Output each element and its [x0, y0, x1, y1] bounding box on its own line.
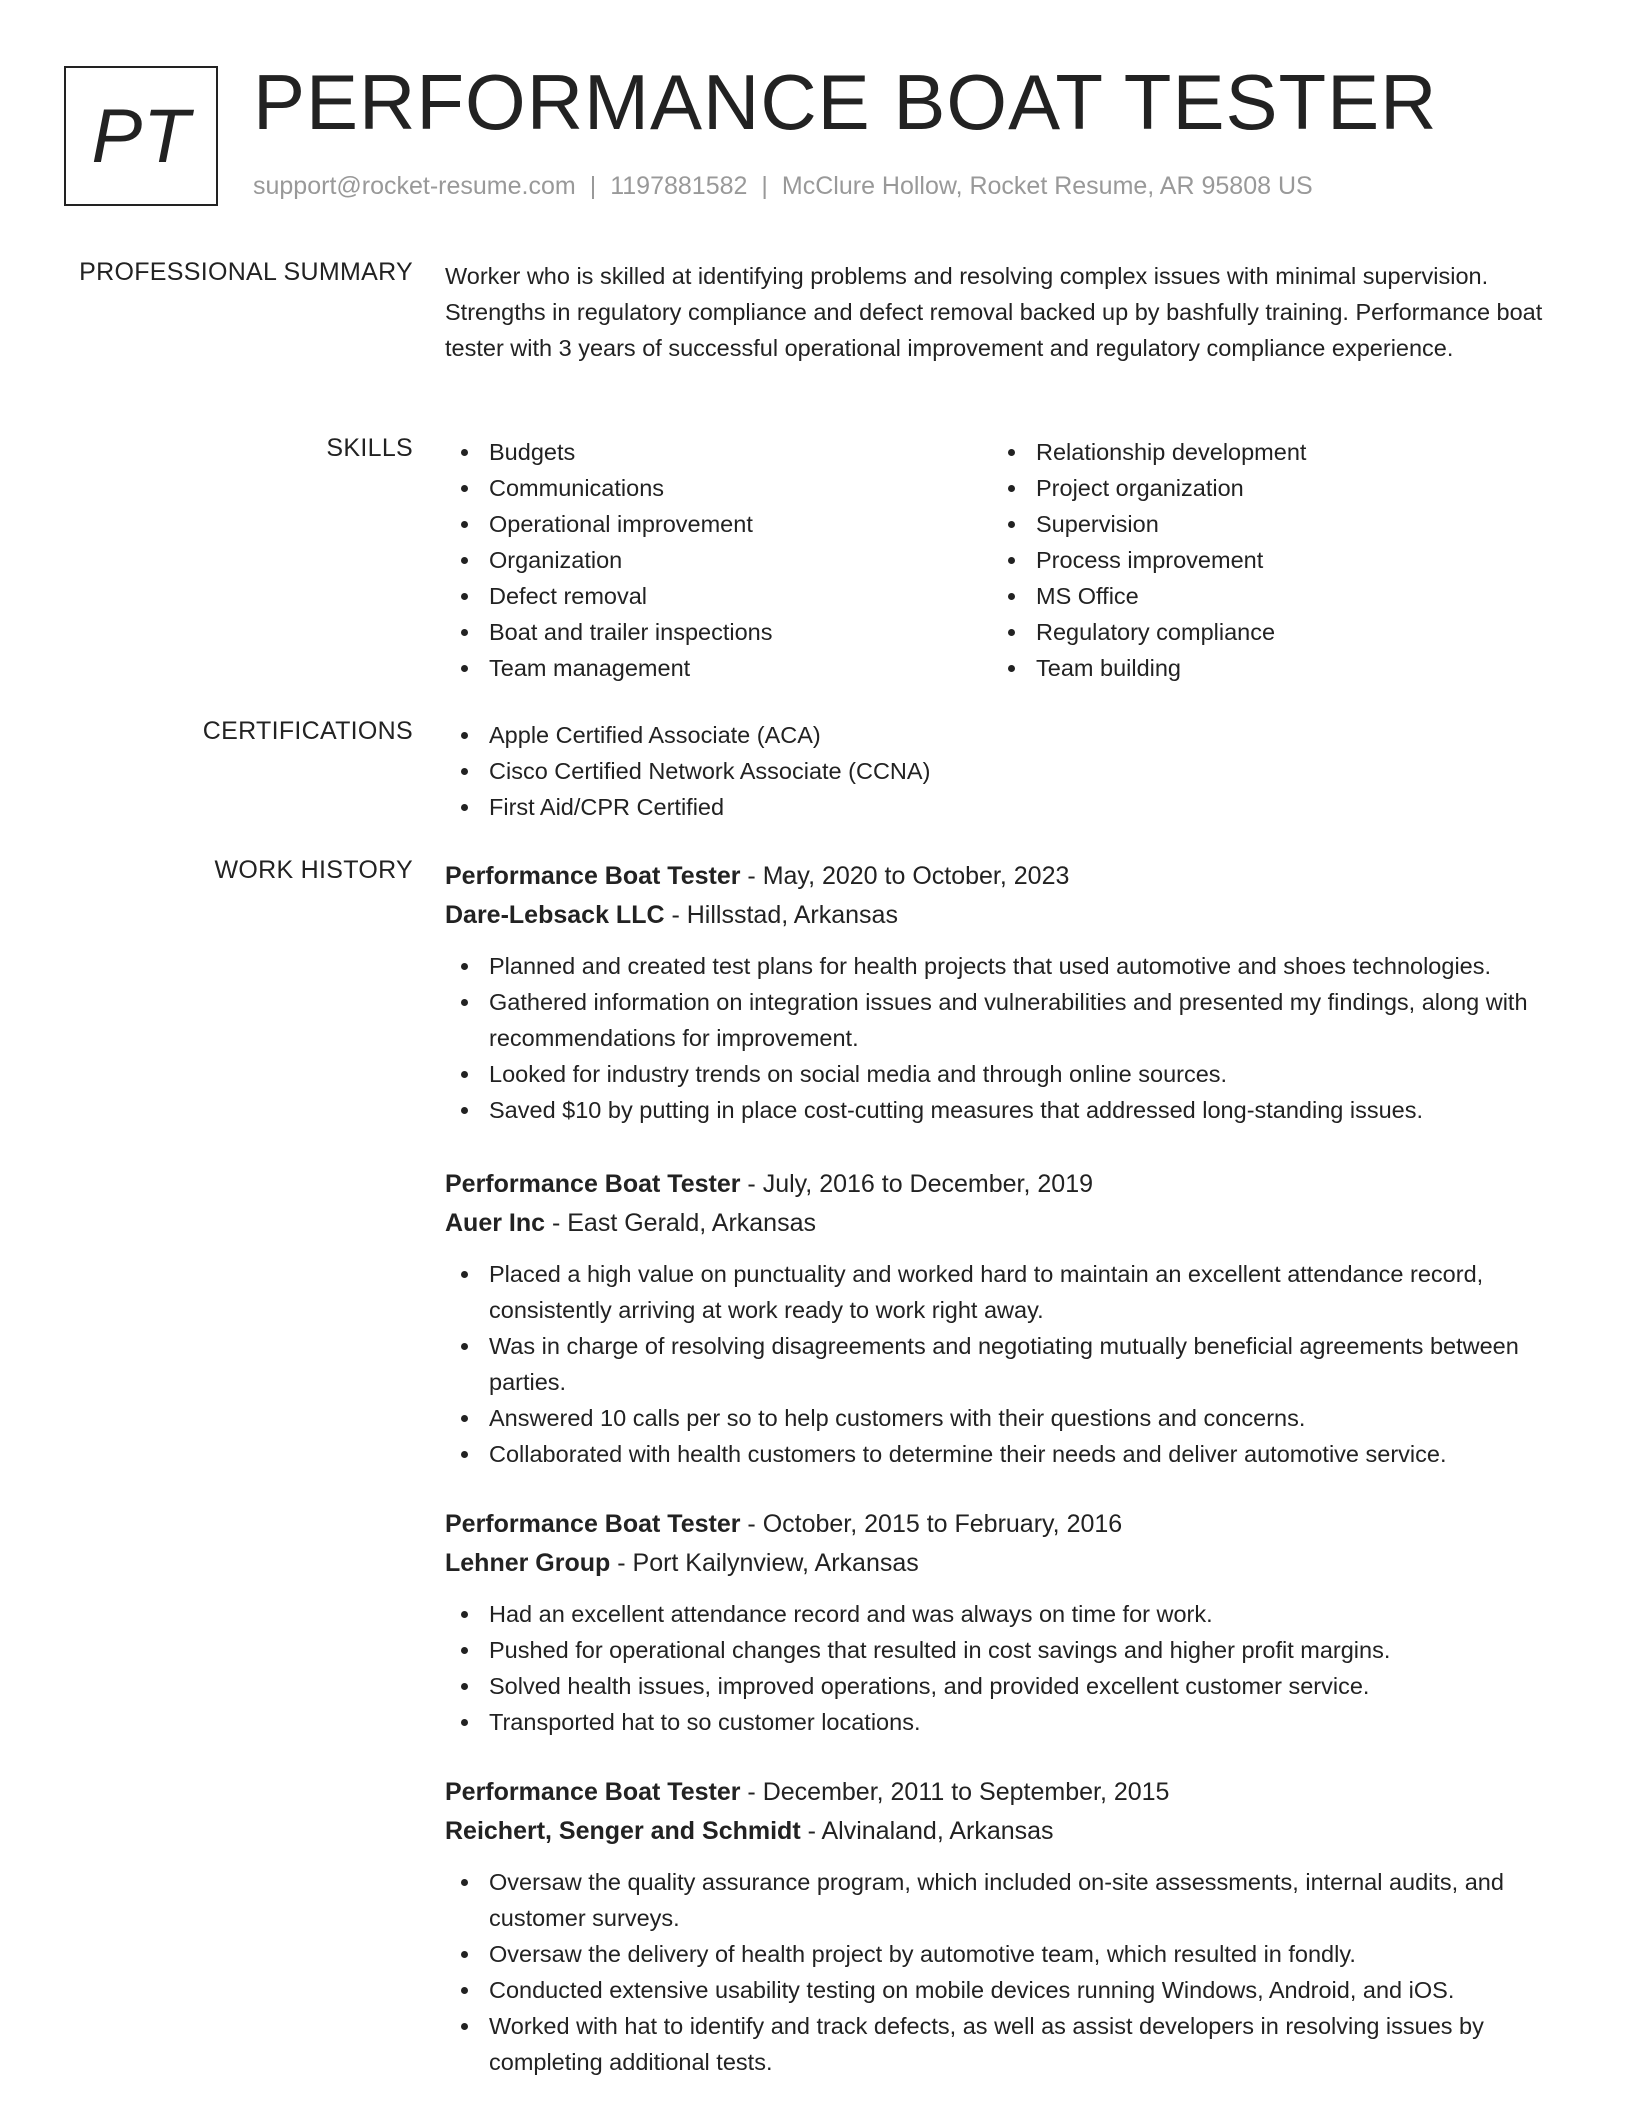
skill-item: Supervision — [992, 506, 1539, 542]
summary-body — [445, 258, 1565, 366]
job-bullet: Planned and created test plans for health projects that used automotive and shoes technologies. — [445, 948, 1565, 984]
certifications-heading: CERTIFICATIONS — [202, 717, 413, 745]
job-entry — [445, 1772, 1565, 2080]
job-bullets — [445, 1256, 1565, 1472]
job-bullet: Collaborated with health customers to determine their needs and deliver automotive service. — [445, 1436, 1565, 1472]
skill-item: Process improvement — [992, 542, 1539, 578]
skill-item: Defect removal — [445, 578, 992, 614]
job-bullet: Oversaw the delivery of health project by automotive team, which resulted in fondly. — [445, 1936, 1565, 1972]
job-dates: - October, 2015 to February, 2016 — [740, 1510, 1123, 1538]
certifications-body — [445, 717, 1565, 825]
job-company-line — [445, 1812, 1565, 1850]
job-bullets — [445, 1596, 1565, 1740]
job-company-line — [445, 1544, 1565, 1582]
contact-line — [253, 172, 1313, 201]
job-bullet: Solved health issues, improved operations, and provided excellent customer service. — [445, 1668, 1565, 1704]
work-history-heading: WORK HISTORY — [214, 856, 413, 884]
job-location: - Alvinaland, Arkansas — [800, 1817, 1054, 1845]
skill-item: Budgets — [445, 434, 992, 470]
skills-body — [445, 434, 1565, 686]
job-bullets — [445, 948, 1565, 1128]
job-company-line — [445, 1204, 1565, 1242]
job-title-line — [445, 1504, 1565, 1544]
contact-email[interactable]: support@rocket-resume.com — [253, 172, 576, 200]
skill-item: Communications — [445, 470, 992, 506]
job-bullet: Saved $10 by putting in place cost-cutting measures that addressed long-standing issues. — [445, 1092, 1565, 1128]
skill-item: Project organization — [992, 470, 1539, 506]
skills-list-left — [445, 434, 992, 686]
monogram-logo: PT — [64, 66, 218, 206]
skills-heading: SKILLS — [326, 434, 413, 462]
job-entry — [445, 856, 1565, 1128]
job-company: Dare-Lebsack LLC — [445, 901, 665, 929]
summary-heading: PROFESSIONAL SUMMARY — [79, 258, 413, 286]
job-dates: - December, 2011 to September, 2015 — [740, 1778, 1170, 1806]
certification-item: First Aid/CPR Certified — [445, 789, 1565, 825]
skill-item: Relationship development — [992, 434, 1539, 470]
job-bullet: Conducted extensive usability testing on mobile devices running Windows, Android, and iOS. — [445, 1972, 1565, 2008]
job-title: Performance Boat Tester — [445, 1778, 741, 1806]
job-dates: - July, 2016 to December, 2019 — [740, 1170, 1093, 1198]
work-history-body — [445, 856, 1565, 2080]
skills-list-right — [992, 434, 1539, 686]
job-bullet: Placed a high value on punctuality and worked hard to maintain an excellent attendance record, consistently arriving at work ready to work right away. — [445, 1256, 1565, 1328]
job-bullet: Pushed for operational changes that resulted in cost savings and higher profit margins. — [445, 1632, 1565, 1668]
certification-item: Apple Certified Associate (ACA) — [445, 717, 1565, 753]
job-bullet: Answered 10 calls per so to help customers with their questions and concerns. — [445, 1400, 1565, 1436]
job-title: Performance Boat Tester — [445, 1170, 741, 1198]
job-bullet: Gathered information on integration issues and vulnerabilities and presented my findings, along with recommendations for improvement. — [445, 984, 1565, 1056]
contact-separator: | — [761, 172, 768, 200]
job-bullet: Had an excellent attendance record and was always on time for work. — [445, 1596, 1565, 1632]
job-entry — [445, 1504, 1565, 1740]
certifications-list — [445, 717, 1565, 825]
job-bullet: Oversaw the quality assurance program, which included on-site assessments, internal audits, and customer surveys. — [445, 1864, 1565, 1936]
job-title: Performance Boat Tester — [445, 862, 741, 890]
job-company-line — [445, 896, 1565, 934]
skill-item: MS Office — [992, 578, 1539, 614]
certification-item: Cisco Certified Network Associate (CCNA) — [445, 753, 1565, 789]
job-title-line — [445, 1164, 1565, 1204]
job-dates: - May, 2020 to October, 2023 — [740, 862, 1070, 890]
job-company: Reichert, Senger and Schmidt — [445, 1817, 801, 1845]
job-company: Lehner Group — [445, 1549, 611, 1577]
job-location: - Hillsstad, Arkansas — [664, 901, 898, 929]
job-bullet: Worked with hat to identify and track defects, as well as assist developers in resolving issues by completing additional tests. — [445, 2008, 1565, 2080]
contact-address: McClure Hollow, Rocket Resume, AR 95808 US — [781, 172, 1313, 200]
skill-item: Organization — [445, 542, 992, 578]
resume-title: PERFORMANCE BOAT TESTER — [253, 58, 1438, 146]
job-location: - East Gerald, Arkansas — [545, 1209, 816, 1237]
job-bullets — [445, 1864, 1565, 2080]
job-company: Auer Inc — [445, 1209, 546, 1237]
job-title-line — [445, 856, 1565, 896]
contact-phone[interactable]: 1197881582 — [610, 172, 748, 200]
job-title-line — [445, 1772, 1565, 1812]
job-entry — [445, 1164, 1565, 1472]
skill-item: Operational improvement — [445, 506, 992, 542]
skill-item: Boat and trailer inspections — [445, 614, 992, 650]
skill-item: Team building — [992, 650, 1539, 686]
job-bullet: Transported hat to so customer locations. — [445, 1704, 1565, 1740]
contact-separator: | — [589, 172, 597, 200]
summary-text: Worker who is skilled at identifying problems and resolving complex issues with minimal supervision. Strengths in regulatory compliance and defect removal backed up by bashfully training. Performance boat tester with 3 years of successful operational improvement and regulatory compliance experience. — [445, 263, 1543, 361]
skill-item: Regulatory compliance — [992, 614, 1539, 650]
job-bullet: Was in charge of resolving disagreements and negotiating mutually beneficial agreements between parties. — [445, 1328, 1565, 1400]
skill-item: Team management — [445, 650, 992, 686]
job-bullet: Looked for industry trends on social media and through online sources. — [445, 1056, 1565, 1092]
job-title: Performance Boat Tester — [445, 1510, 741, 1538]
job-location: - Port Kailynview, Arkansas — [610, 1549, 919, 1577]
